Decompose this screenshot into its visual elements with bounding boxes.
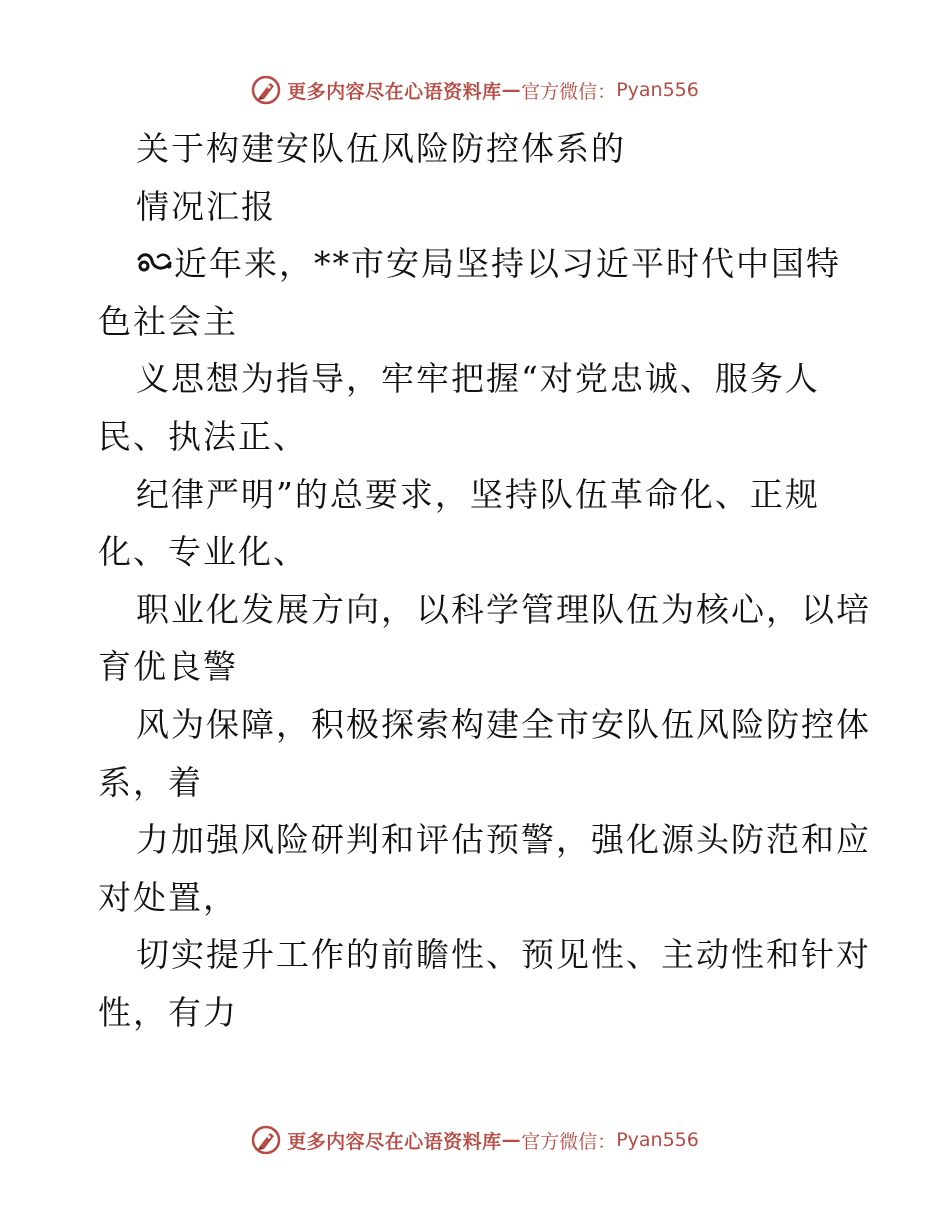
paragraph-line: 化、专业化、: [98, 532, 308, 572]
pen-nib-logo-icon: [251, 75, 281, 105]
paragraph-line: 纪律严明”的总要求，坚持队伍革命化、正规: [136, 474, 820, 514]
banner-wechat-id: Pyan556: [616, 1129, 699, 1151]
document-body: [98, 120, 871, 1042]
banner-separator: —: [501, 1129, 522, 1151]
banner-wechat-label: 官方微信：: [521, 1130, 617, 1153]
paragraph-line: 性，有力: [98, 992, 238, 1032]
paragraph-line: [98, 235, 868, 293]
paragraph-line: 力加强风险研判和评估预警，强化源头防范和应: [136, 820, 871, 860]
paragraph-line: 切实提升工作的前瞻性、预见性、主动性和针对: [136, 935, 871, 975]
paragraph-line: 义思想为指导，牢牢把握“对党忠诚、服务人: [136, 359, 820, 399]
banner-title: 更多内容尽在心语资料库: [287, 80, 502, 103]
paragraph-line-text: 近年来，**市安局坚持以习近平时代中国特: [174, 244, 841, 284]
paragraph-line: 色社会主: [98, 301, 238, 341]
paragraph-line: 风为保障，积极探索构建全市安队伍风险防控体: [136, 704, 871, 744]
footer-banner: [0, 1120, 950, 1160]
paragraph-line: 系，着: [98, 762, 203, 802]
paragraph-line: 民、执法正、: [98, 416, 308, 456]
document-title-line-1: 关于构建安队伍风险防控体系的: [136, 129, 626, 168]
pen-nib-logo-icon: [251, 1125, 281, 1155]
header-banner: [0, 70, 950, 110]
banner-title: 更多内容尽在心语资料库: [287, 1130, 502, 1153]
document-title-line-2: 情况汇报: [136, 186, 276, 226]
paragraph-line: 对处置，: [98, 877, 238, 917]
banner-separator: —: [501, 79, 522, 101]
paragraph-line: 职业化发展方向，以科学管理队伍为核心，以培: [136, 589, 871, 629]
banner-wechat-id: Pyan556: [616, 79, 699, 101]
fleuron-icon: [136, 249, 174, 279]
banner-wechat-label: 官方微信：: [521, 80, 617, 103]
paragraph-line: 育优良警: [98, 647, 238, 687]
